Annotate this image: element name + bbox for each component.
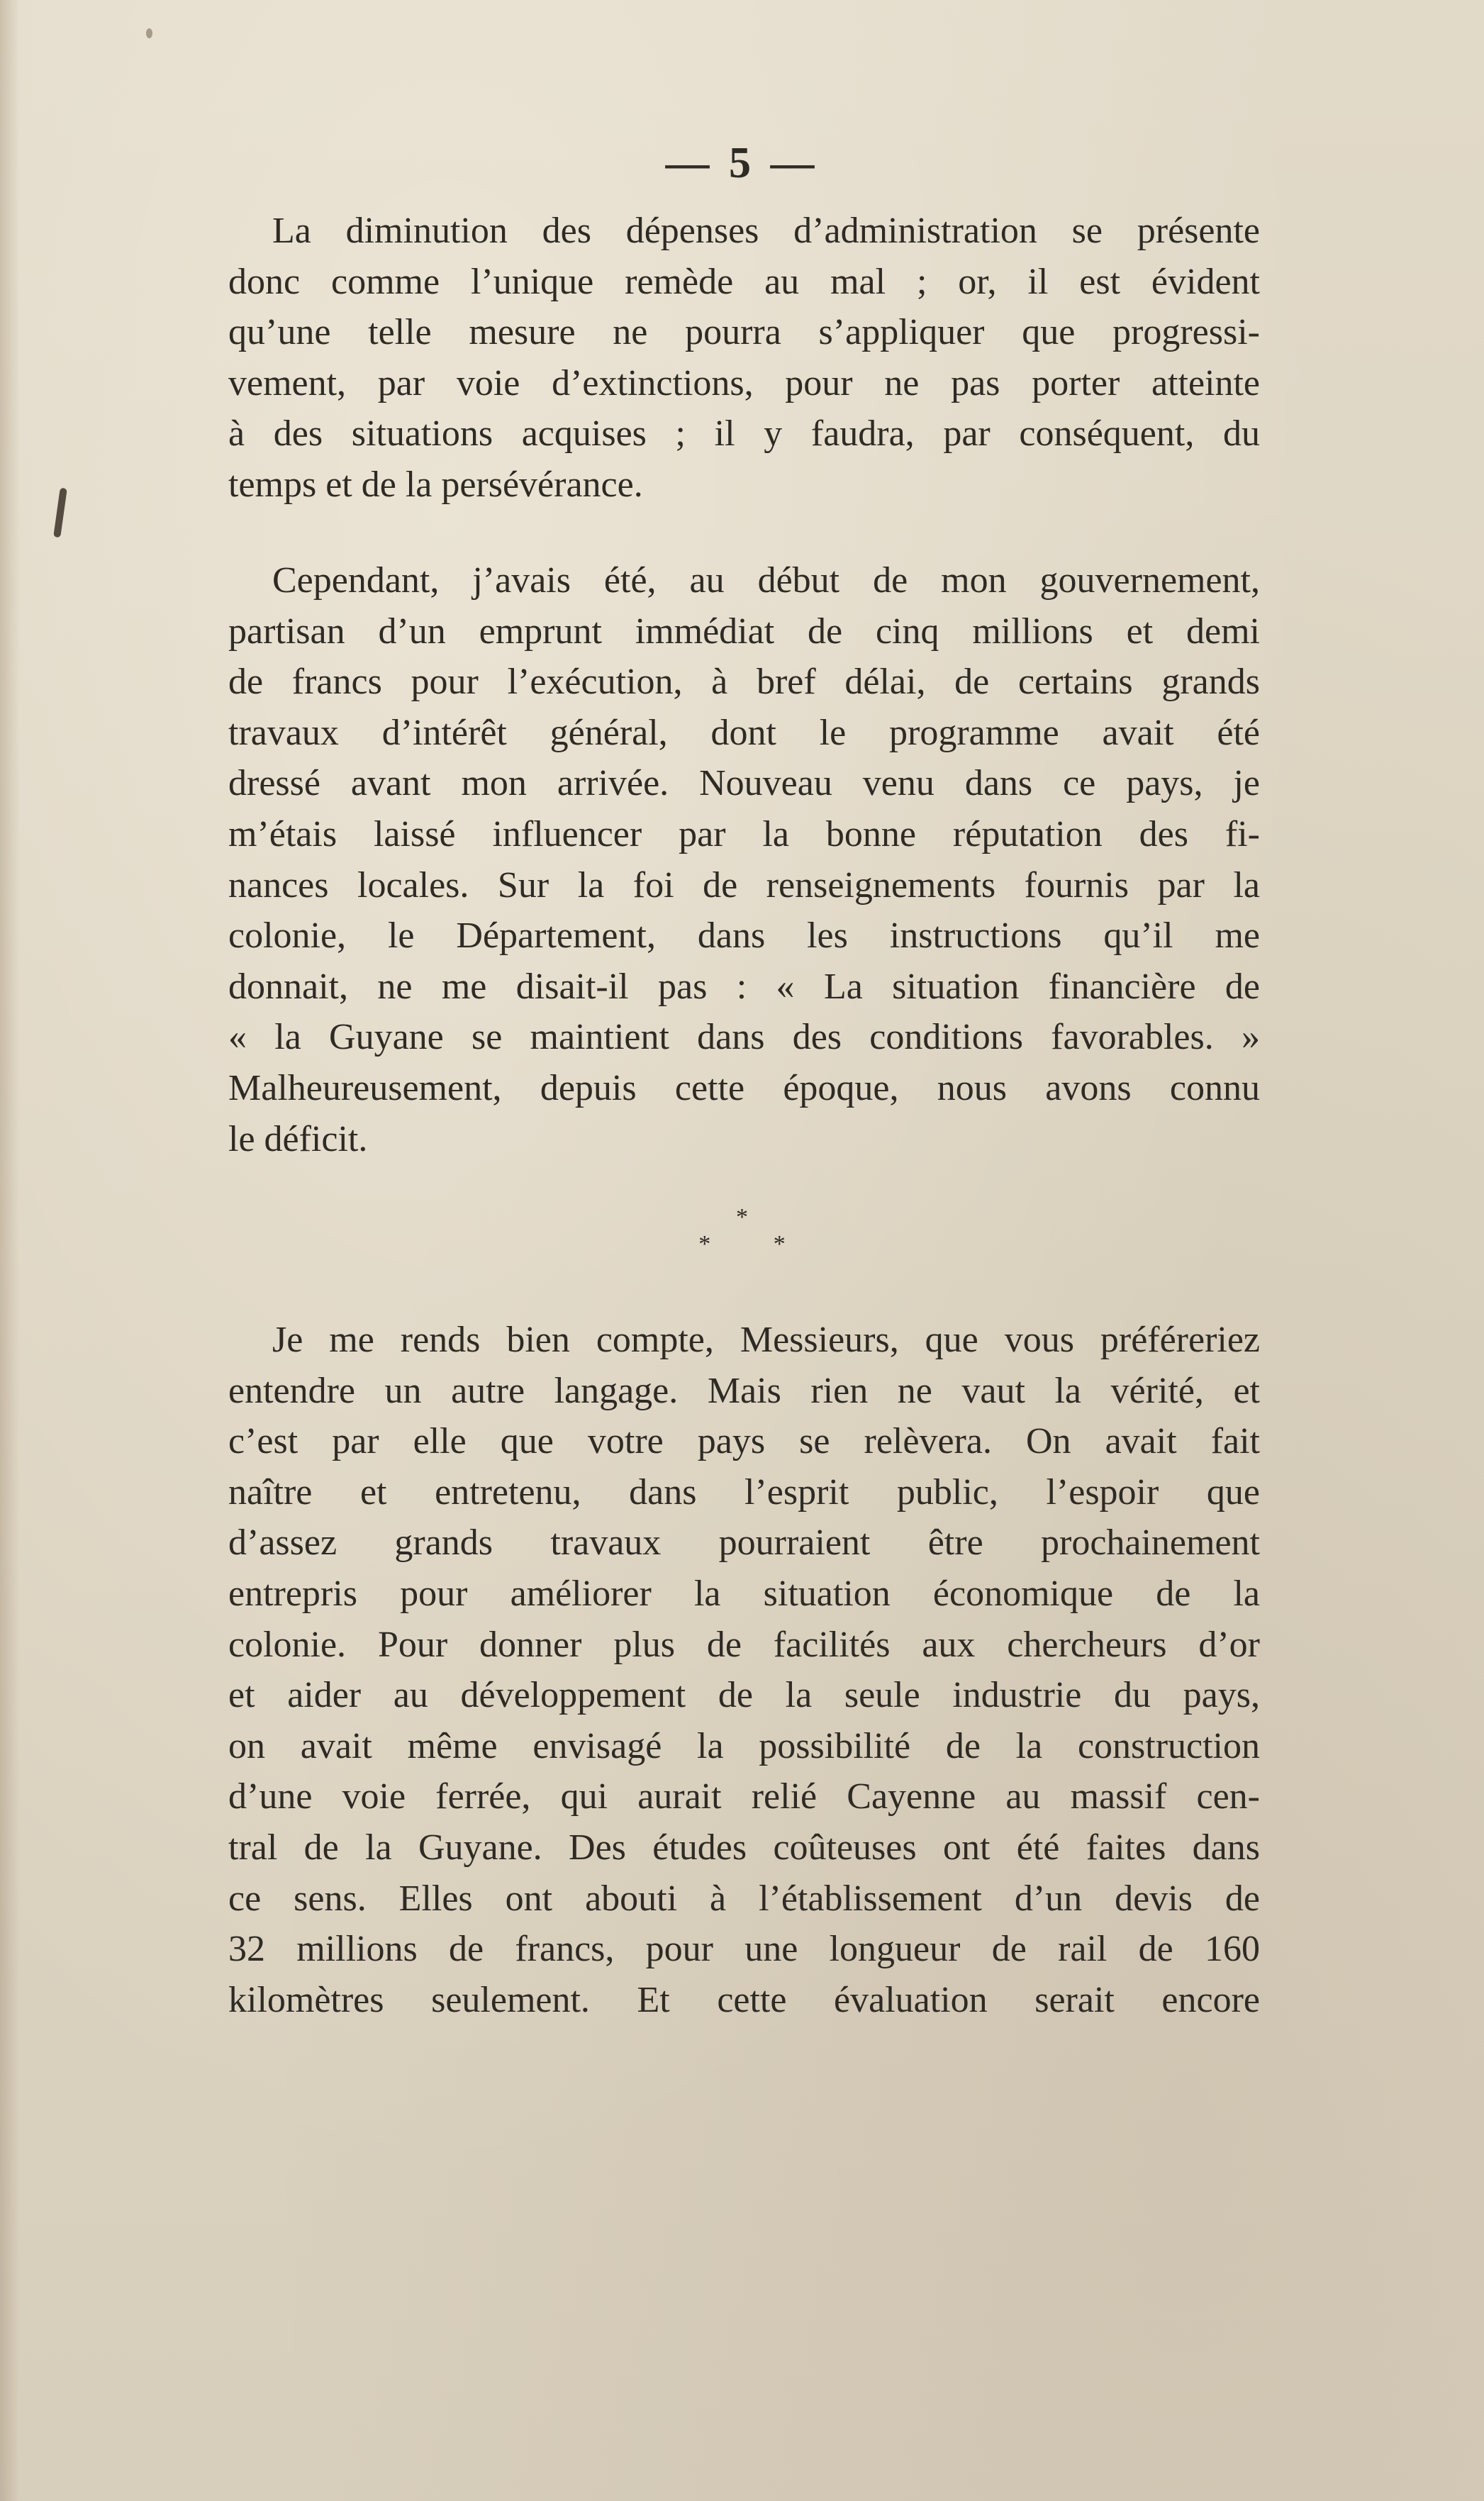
paragraph-line: tral de la Guyane. Des études coûteuses ont été faites dans (228, 1827, 1260, 1868)
paragraph-line: Je me rends bien compte, Messieurs, que vous préféreriez (272, 1320, 1260, 1360)
paragraph-line: « la Guyane se maintient dans des conditions favorables. » (228, 1017, 1260, 1058)
paragraph-line: m’étais laissé influencer par la bonne réputation des fi- (228, 813, 1260, 854)
paragraph-2 (228, 555, 1260, 1164)
paragraph-3 (228, 1315, 1260, 2025)
paragraph-line: nances locales. Sur la foi de renseignements fournis par la (228, 864, 1260, 906)
paragraph-line: colonie. Pour donner plus de facilités aux chercheurs d’or (228, 1624, 1260, 1665)
paragraph-line: c’est par elle que votre pays se relèvera. On avait fait (228, 1421, 1260, 1462)
paragraph-line: dressé avant mon arrivée. Nouveau venu dans ce pays, je (228, 763, 1260, 804)
page-number: — 5 — (665, 139, 819, 187)
paragraph-line: donnait, ne me disait-il pas : « La situation financière de (228, 966, 1260, 1007)
paragraph-line: d’assez grands travaux pourraient être prochainement (228, 1522, 1260, 1564)
paragraph-line: La diminution des dépenses d’administration se présente (272, 211, 1260, 251)
paper-speck (146, 28, 152, 38)
paragraph-line: et aider au développement de la seule industrie du pays, (228, 1675, 1260, 1716)
paragraph-line: qu’une telle mesure ne pourra s’appliquer que progressi- (228, 312, 1260, 353)
paragraph-line: de francs pour l’exécution, à bref délai, de certains grands (228, 662, 1260, 703)
paragraph-line: travaux d’intérêt général, dont le programme avait été (228, 712, 1260, 753)
paragraph-line: colonie, le Département, dans les instructions qu’il me (228, 915, 1260, 957)
paragraph-line: 32 millions de francs, pour une longueur de rail de 160 (228, 1929, 1260, 1970)
paragraph-line: kilomètres seulement. Et cette évaluation serait encore (228, 1979, 1260, 2020)
paragraph-line: ce sens. Elles ont abouti à l’établissement d’un devis de (228, 1878, 1260, 1919)
paragraph-line: temps et de la persévérance. (228, 464, 643, 505)
paragraph-line: naître et entretenu, dans l’esprit public, l’espoir que (228, 1471, 1260, 1513)
paragraph-line: Cependant, j’avais été, au début de mon gouvernement, (272, 560, 1260, 601)
section-divider (0, 1205, 1484, 1276)
paragraph-line: d’une voie ferrée, qui aurait relié Cayenne au massif cen- (228, 1776, 1260, 1817)
paragraph-line: entendre un autre langage. Mais rien ne vaut la vérité, et (228, 1370, 1260, 1411)
paragraph-1 (228, 206, 1260, 511)
margin-ink-mark (53, 488, 67, 538)
divider-asterisk-top: * (736, 1204, 748, 1230)
paragraph-line: donc comme l’unique remède au mal ; or, il est évident (228, 261, 1260, 302)
paragraph-line: vement, par voie d’extinctions, pour ne pas porter atteinte (228, 362, 1260, 403)
paragraph-line: entrepris pour améliorer la situation économique de la (228, 1573, 1260, 1614)
paragraph-line: on avait même envisagé la possibilité de la construction (228, 1725, 1260, 1766)
paragraph-line: Malheureusement, depuis cette époque, nous avons connu (228, 1067, 1260, 1108)
paragraph-line: partisan d’un emprunt immédiat de cinq millions et demi (228, 611, 1260, 652)
paragraph-line: à des situations acquises ; il y faudra, par conséquent, du (228, 413, 1260, 455)
paragraph-line: le déficit. (228, 1118, 368, 1159)
divider-asterisks-bottom: * * (698, 1231, 814, 1257)
